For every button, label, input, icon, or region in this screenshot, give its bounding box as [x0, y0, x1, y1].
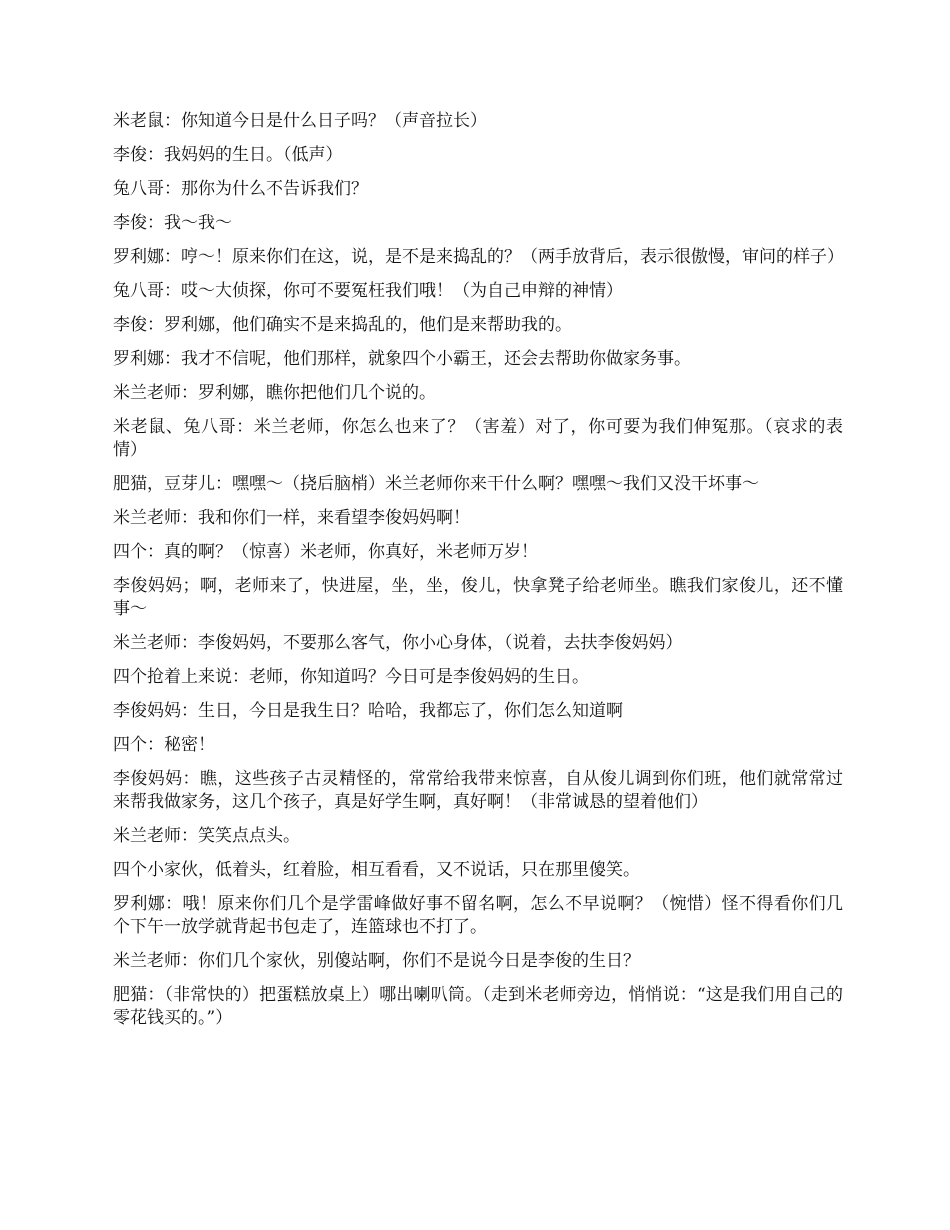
- dialogue-line: 肥猫：（非常快的）把蛋糕放桌上）哪出喇叭筒。（走到米老师旁边，悄悄说：“这是我们用自己的零花钱买的。”）: [113, 985, 843, 1028]
- dialogue-line: 米兰老师：笑笑点点头。: [113, 826, 300, 846]
- dialogue-line: 四个：秘密！: [113, 735, 215, 755]
- dialogue-line: 李俊：我～我～: [113, 213, 232, 233]
- dialogue-line: 四个抢着上来说：老师，你知道吗？今日可是李俊妈妈的生日。: [113, 667, 589, 687]
- dialogue-line: 米兰老师：罗利娜，瞧你把他们几个说的。: [113, 383, 436, 403]
- dialogue-line: 李俊妈妈；啊，老师来了，快进屋，坐，坐，俊儿，快拿凳子给老师坐。瞧我们家俊儿，还不懂事～: [113, 576, 843, 619]
- dialogue-line: 兔八哥：那你为什么不告诉我们？: [113, 179, 368, 199]
- dialogue-line: 米老鼠：你知道今日是什么日子吗？（声音拉长）: [113, 111, 487, 131]
- dialogue-line: 米兰老师：李俊妈妈，不要那么客气，你小心身体，（说着，去扶李俊妈妈）: [113, 633, 683, 653]
- dialogue-line: 米老鼠、兔八哥：米兰老师，你怎么也来了？（害羞）对了，你可要为我们伸冤那。（哀求的表情）: [113, 417, 843, 460]
- dialogue-line: 李俊妈妈：生日，今日是我生日？哈哈，我都忘了，你们怎么知道啊: [113, 701, 623, 721]
- dialogue-line: 四个：真的啊？（惊喜）米老师，你真好，米老师万岁！: [113, 542, 538, 562]
- dialogue-line: 李俊：我妈妈的生日。（低声）: [113, 145, 343, 165]
- dialogue-line: 四个小家伙，低着头，红着脸，相互看看，又不说话，只在那里傻笑。: [113, 860, 640, 880]
- dialogue-line: 罗利娜：哼～！原来你们在这，说，是不是来捣乱的？（两手放背后，表示很傲慢，审问的样子）: [113, 247, 844, 267]
- dialogue-line: 肥猫，豆芽儿：嘿嘿～（挠后脑梢）米兰老师你来干什么啊？嘿嘿～我们又没干坏事～: [113, 474, 759, 494]
- dialogue-line: 李俊：罗利娜，他们确实不是来捣乱的，他们是来帮助我的。: [113, 315, 572, 335]
- dialogue-line: 罗利娜：我才不信呢，他们那样，就象四个小霸王，还会去帮助你做家务事。: [113, 349, 691, 369]
- dialogue-line: 李俊妈妈：瞧，这些孩子古灵精怪的，常常给我带来惊喜，自从俊儿调到你们班，他们就常常过来帮我做家务，这几个孩子，真是好学生啊，真好啊！（非常诚恳的望着他们）: [113, 769, 843, 812]
- dialogue-line: 兔八哥：哎～大侦探，你可不要冤枉我们哦！（为自己申辩的神情）: [113, 281, 623, 301]
- dialogue-line: 罗利娜：哦！原来你们几个是学雷峰做好事不留名啊，怎么不早说啊？（惋惜）怪不得看你们几个下午一放学就背起书包走了，连篮球也不打了。: [113, 894, 843, 937]
- document-body: [113, 110, 843, 1041]
- dialogue-line: 米兰老师：你们几个家伙，别傻站啊，你们不是说今日是李俊的生日？: [113, 951, 640, 971]
- dialogue-line: 米兰老师：我和你们一样，来看望李俊妈妈啊！: [113, 508, 470, 528]
